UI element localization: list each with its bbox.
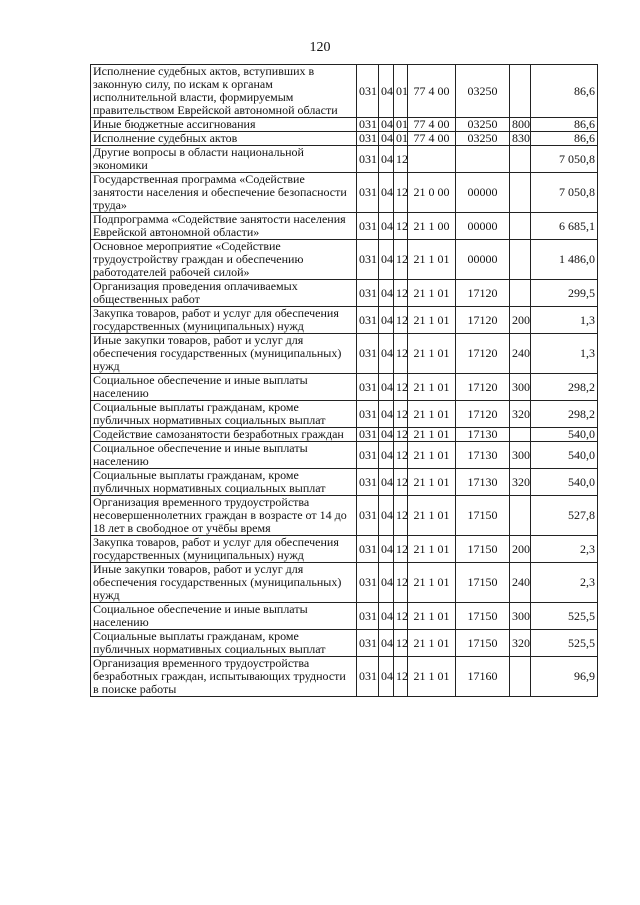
row-name: Исполнение судебных актов — [91, 132, 357, 146]
row-amount: 298,2 — [531, 401, 598, 428]
table-row — [91, 307, 598, 334]
row-glav-code: 031 — [357, 630, 379, 657]
row-subsection-code: 01 — [394, 118, 408, 132]
row-subsection-code: 12 — [394, 603, 408, 630]
row-target-direction-code: 17150 — [456, 563, 510, 603]
table-row — [91, 374, 598, 401]
row-target-direction-code: 03250 — [456, 65, 510, 118]
row-expense-type-code: 240 — [510, 334, 531, 374]
row-amount: 7 050,8 — [531, 146, 598, 173]
row-expense-type-code — [510, 173, 531, 213]
row-name: Другие вопросы в области национальной экономики — [91, 146, 357, 173]
table-row — [91, 213, 598, 240]
row-target-article-code — [408, 146, 456, 173]
row-amount: 525,5 — [531, 603, 598, 630]
row-expense-type-code — [510, 496, 531, 536]
row-section-code: 04 — [379, 334, 394, 374]
row-target-direction-code: 17120 — [456, 401, 510, 428]
row-glav-code: 031 — [357, 563, 379, 603]
row-subsection-code: 12 — [394, 334, 408, 374]
row-target-article-code: 21 1 01 — [408, 563, 456, 603]
row-expense-type-code: 830 — [510, 132, 531, 146]
row-target-article-code: 21 1 01 — [408, 334, 456, 374]
row-expense-type-code: 300 — [510, 603, 531, 630]
table-row — [91, 536, 598, 563]
row-expense-type-code: 300 — [510, 442, 531, 469]
row-target-direction-code: 17130 — [456, 428, 510, 442]
row-section-code: 04 — [379, 428, 394, 442]
row-section-code: 04 — [379, 374, 394, 401]
row-name: Иные закупки товаров, работ и услуг для обеспечения государственных (муниципальных) нужд — [91, 334, 357, 374]
table-row — [91, 65, 598, 118]
row-amount: 2,3 — [531, 563, 598, 603]
row-target-article-code: 21 1 01 — [408, 280, 456, 307]
row-expense-type-code — [510, 657, 531, 697]
row-expense-type-code — [510, 428, 531, 442]
row-expense-type-code: 240 — [510, 563, 531, 603]
table-row — [91, 173, 598, 213]
row-section-code: 04 — [379, 146, 394, 173]
row-subsection-code: 12 — [394, 469, 408, 496]
row-subsection-code: 01 — [394, 65, 408, 118]
row-section-code: 04 — [379, 118, 394, 132]
row-target-direction-code: 17150 — [456, 496, 510, 536]
row-glav-code: 031 — [357, 132, 379, 146]
row-section-code: 04 — [379, 563, 394, 603]
row-subsection-code: 12 — [394, 401, 408, 428]
row-section-code: 04 — [379, 240, 394, 280]
row-section-code: 04 — [379, 280, 394, 307]
table-row — [91, 240, 598, 280]
row-subsection-code: 12 — [394, 213, 408, 240]
row-section-code: 04 — [379, 213, 394, 240]
row-target-direction-code: 17150 — [456, 630, 510, 657]
table-row — [91, 657, 598, 697]
row-target-direction-code: 17150 — [456, 536, 510, 563]
table-row — [91, 428, 598, 442]
row-subsection-code: 12 — [394, 657, 408, 697]
row-section-code: 04 — [379, 173, 394, 213]
row-name: Закупка товаров, работ и услуг для обеспечения государственных (муниципальных) нужд — [91, 536, 357, 563]
row-name: Социальное обеспечение и иные выплаты населению — [91, 374, 357, 401]
row-glav-code: 031 — [357, 173, 379, 213]
row-glav-code: 031 — [357, 240, 379, 280]
row-expense-type-code: 320 — [510, 469, 531, 496]
row-target-article-code: 21 1 01 — [408, 442, 456, 469]
row-subsection-code: 12 — [394, 496, 408, 536]
row-name: Социальные выплаты гражданам, кроме публичных нормативных социальных выплат — [91, 401, 357, 428]
row-expense-type-code: 800 — [510, 118, 531, 132]
row-section-code: 04 — [379, 132, 394, 146]
row-subsection-code: 12 — [394, 307, 408, 334]
row-target-direction-code: 17130 — [456, 469, 510, 496]
table-row — [91, 603, 598, 630]
row-target-article-code: 21 1 01 — [408, 657, 456, 697]
row-amount: 1 486,0 — [531, 240, 598, 280]
row-name: Социальные выплаты гражданам, кроме публичных нормативных социальных выплат — [91, 469, 357, 496]
table-row — [91, 401, 598, 428]
row-name: Иные закупки товаров, работ и услуг для обеспечения государственных (муниципальных) нужд — [91, 563, 357, 603]
row-expense-type-code — [510, 240, 531, 280]
row-target-article-code: 21 1 01 — [408, 536, 456, 563]
row-target-direction-code: 17120 — [456, 280, 510, 307]
row-amount: 540,0 — [531, 428, 598, 442]
row-amount: 299,5 — [531, 280, 598, 307]
row-section-code: 04 — [379, 657, 394, 697]
row-glav-code: 031 — [357, 657, 379, 697]
row-target-article-code: 21 1 01 — [408, 603, 456, 630]
row-target-direction-code: 00000 — [456, 240, 510, 280]
row-target-article-code: 21 1 01 — [408, 630, 456, 657]
row-subsection-code: 12 — [394, 563, 408, 603]
row-name: Исполнение судебных актов, вступивших в законную силу, по искам к органам исполнительной власти, формируемым правительством Еврейской автономной области — [91, 65, 357, 118]
row-subsection-code: 01 — [394, 132, 408, 146]
row-expense-type-code: 200 — [510, 536, 531, 563]
row-target-direction-code: 17160 — [456, 657, 510, 697]
row-glav-code: 031 — [357, 442, 379, 469]
row-expense-type-code: 320 — [510, 630, 531, 657]
row-name: Иные бюджетные ассигнования — [91, 118, 357, 132]
table-row — [91, 118, 598, 132]
row-subsection-code: 12 — [394, 240, 408, 280]
row-amount: 298,2 — [531, 374, 598, 401]
row-name: Организация временного трудоустройства безработных граждан, испытывающих трудности в поиске работы — [91, 657, 357, 697]
row-section-code: 04 — [379, 65, 394, 118]
row-target-article-code: 21 1 01 — [408, 240, 456, 280]
row-name: Социальные выплаты гражданам, кроме публичных нормативных социальных выплат — [91, 630, 357, 657]
row-subsection-code: 12 — [394, 442, 408, 469]
page-number: 120 — [309, 40, 331, 55]
row-amount: 6 685,1 — [531, 213, 598, 240]
row-target-direction-code: 00000 — [456, 213, 510, 240]
row-glav-code: 031 — [357, 65, 379, 118]
row-subsection-code: 12 — [394, 280, 408, 307]
row-target-article-code: 21 0 00 — [408, 173, 456, 213]
row-expense-type-code: 320 — [510, 401, 531, 428]
row-section-code: 04 — [379, 307, 394, 334]
row-section-code: 04 — [379, 630, 394, 657]
row-target-direction-code: 17120 — [456, 334, 510, 374]
row-glav-code: 031 — [357, 536, 379, 563]
row-target-article-code: 21 1 01 — [408, 469, 456, 496]
row-glav-code: 031 — [357, 428, 379, 442]
row-section-code: 04 — [379, 603, 394, 630]
row-target-article-code: 21 1 01 — [408, 428, 456, 442]
row-target-direction-code: 17120 — [456, 374, 510, 401]
row-name: Основное мероприятие «Содействие трудоустройству граждан и обеспечению работодателей рабочей силой» — [91, 240, 357, 280]
row-amount: 540,0 — [531, 442, 598, 469]
row-subsection-code: 12 — [394, 173, 408, 213]
row-name: Содействие самозанятости безработных граждан — [91, 428, 357, 442]
row-expense-type-code — [510, 213, 531, 240]
row-name: Социальное обеспечение и иные выплаты населению — [91, 442, 357, 469]
row-target-article-code: 21 1 01 — [408, 374, 456, 401]
row-target-article-code: 21 1 01 — [408, 401, 456, 428]
row-amount: 96,9 — [531, 657, 598, 697]
row-expense-type-code — [510, 280, 531, 307]
row-glav-code: 031 — [357, 603, 379, 630]
row-target-article-code: 77 4 00 — [408, 132, 456, 146]
row-target-direction-code: 17130 — [456, 442, 510, 469]
table-row — [91, 132, 598, 146]
row-target-direction-code: 17150 — [456, 603, 510, 630]
row-section-code: 04 — [379, 401, 394, 428]
row-glav-code: 031 — [357, 334, 379, 374]
row-subsection-code: 12 — [394, 536, 408, 563]
row-glav-code: 031 — [357, 118, 379, 132]
row-section-code: 04 — [379, 496, 394, 536]
row-expense-type-code: 300 — [510, 374, 531, 401]
row-name: Государственная программа «Содействие занятости населения и обеспечение безопасности труда» — [91, 173, 357, 213]
row-amount: 7 050,8 — [531, 173, 598, 213]
row-target-article-code: 21 1 01 — [408, 307, 456, 334]
row-amount: 1,3 — [531, 307, 598, 334]
row-section-code: 04 — [379, 442, 394, 469]
table-row — [91, 280, 598, 307]
table-row — [91, 442, 598, 469]
row-glav-code: 031 — [357, 146, 379, 173]
row-target-article-code: 77 4 00 — [408, 118, 456, 132]
row-target-direction-code: 17120 — [456, 307, 510, 334]
table-row — [91, 146, 598, 173]
row-target-article-code: 21 1 01 — [408, 496, 456, 536]
row-subsection-code: 12 — [394, 428, 408, 442]
row-amount: 86,6 — [531, 132, 598, 146]
row-expense-type-code: 200 — [510, 307, 531, 334]
row-subsection-code: 12 — [394, 146, 408, 173]
row-name: Закупка товаров, работ и услуг для обеспечения государственных (муниципальных) нужд — [91, 307, 357, 334]
row-glav-code: 031 — [357, 401, 379, 428]
row-name: Организация временного трудоустройства несовершеннолетних граждан в возрасте от 14 до 18 лет в свободное от учёбы время — [91, 496, 357, 536]
table-row — [91, 563, 598, 603]
row-expense-type-code — [510, 146, 531, 173]
row-glav-code: 031 — [357, 307, 379, 334]
table-row — [91, 630, 598, 657]
row-target-direction-code: 03250 — [456, 132, 510, 146]
row-amount: 525,5 — [531, 630, 598, 657]
row-subsection-code: 12 — [394, 374, 408, 401]
row-section-code: 04 — [379, 469, 394, 496]
row-glav-code: 031 — [357, 374, 379, 401]
row-glav-code: 031 — [357, 496, 379, 536]
row-amount: 527,8 — [531, 496, 598, 536]
row-name: Подпрограмма «Содействие занятости населения Еврейской автономной области» — [91, 213, 357, 240]
row-target-direction-code: 03250 — [456, 118, 510, 132]
row-target-direction-code — [456, 146, 510, 173]
row-subsection-code: 12 — [394, 630, 408, 657]
budget-table — [90, 64, 598, 697]
table-row — [91, 469, 598, 496]
row-name: Организация проведения оплачиваемых общественных работ — [91, 280, 357, 307]
row-amount: 540,0 — [531, 469, 598, 496]
row-glav-code: 031 — [357, 469, 379, 496]
row-target-article-code: 21 1 00 — [408, 213, 456, 240]
row-amount: 86,6 — [531, 65, 598, 118]
row-section-code: 04 — [379, 536, 394, 563]
table-row — [91, 334, 598, 374]
row-name: Социальное обеспечение и иные выплаты населению — [91, 603, 357, 630]
row-amount: 2,3 — [531, 536, 598, 563]
row-amount: 1,3 — [531, 334, 598, 374]
row-glav-code: 031 — [357, 213, 379, 240]
row-target-direction-code: 00000 — [456, 173, 510, 213]
row-expense-type-code — [510, 65, 531, 118]
row-amount: 86,6 — [531, 118, 598, 132]
table-row — [91, 496, 598, 536]
row-target-article-code: 77 4 00 — [408, 65, 456, 118]
row-glav-code: 031 — [357, 280, 379, 307]
